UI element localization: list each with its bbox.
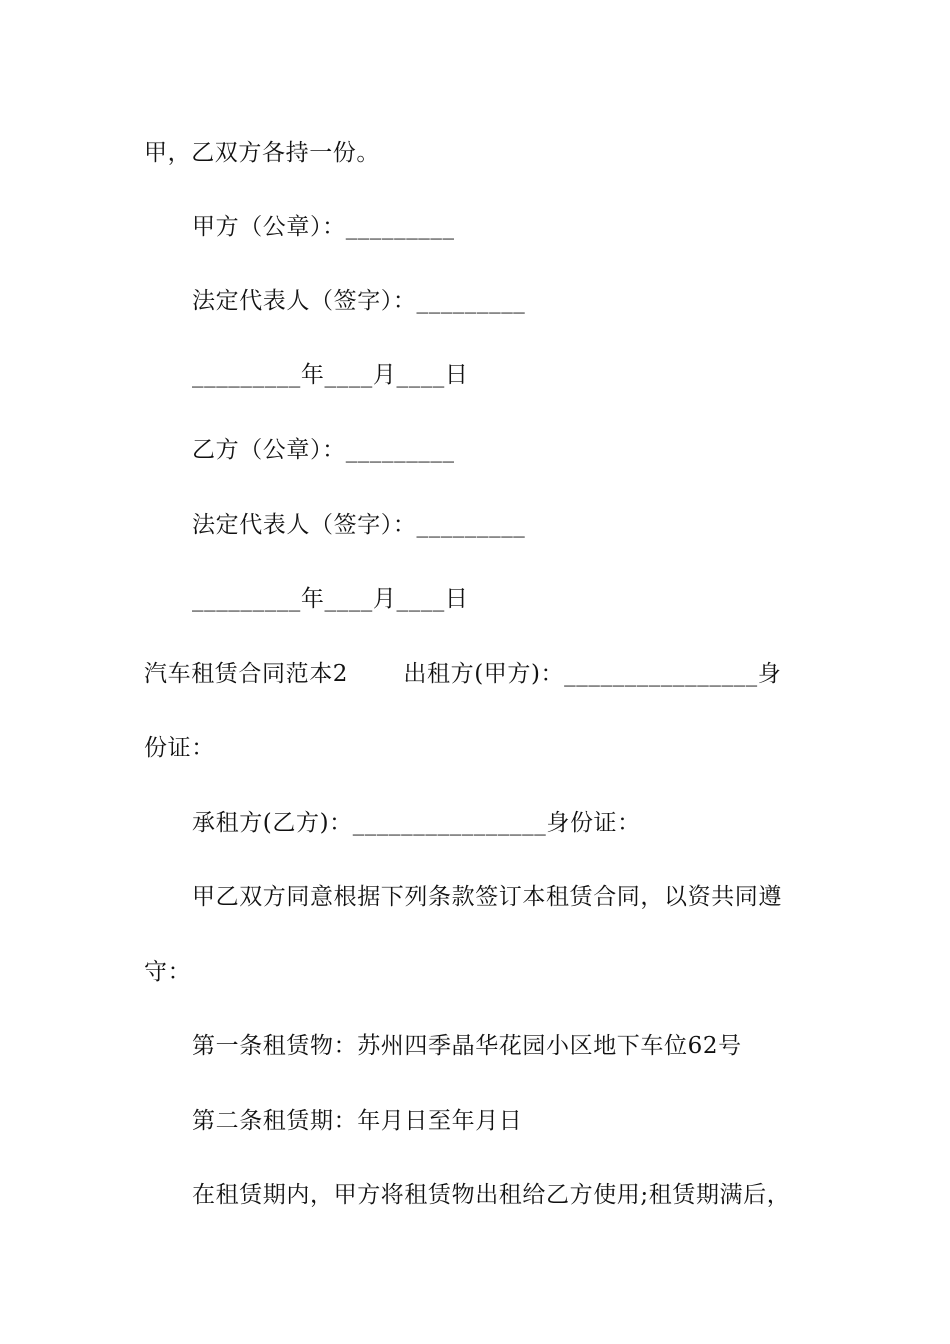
text-line: 法定代表人（签字）：_________ xyxy=(192,512,526,538)
text-line: 第一条租赁物：苏州四季晶华花园小区地下车位62号 xyxy=(192,1033,742,1059)
text-line: 法定代表人（签字）：_________ xyxy=(192,288,526,314)
section-heading-line: 汽车租赁合同范本2 出租方(甲方)：________________身 xyxy=(144,661,782,687)
text-line: 甲乙双方同意根据下列条款签订本租赁合同，以资共同遵 xyxy=(192,884,782,910)
text-line: _________年____月____日 xyxy=(192,586,469,612)
text-line: 承租方(乙方)：________________身份证： xyxy=(192,810,641,836)
text-line: 守： xyxy=(144,959,192,985)
text-line: 甲方（公章）：_________ xyxy=(192,214,455,240)
text-line: 甲，乙双方各持一份。 xyxy=(144,140,380,166)
text-line: 在租赁期内，甲方将租赁物出租给乙方使用;租赁期满后， xyxy=(192,1182,791,1208)
text-line: 份证： xyxy=(144,735,215,761)
text-line: 第二条租赁期：年月日至年月日 xyxy=(192,1108,523,1134)
text-line: _________年____月____日 xyxy=(192,362,469,388)
text-line: 乙方（公章）：_________ xyxy=(192,437,455,463)
